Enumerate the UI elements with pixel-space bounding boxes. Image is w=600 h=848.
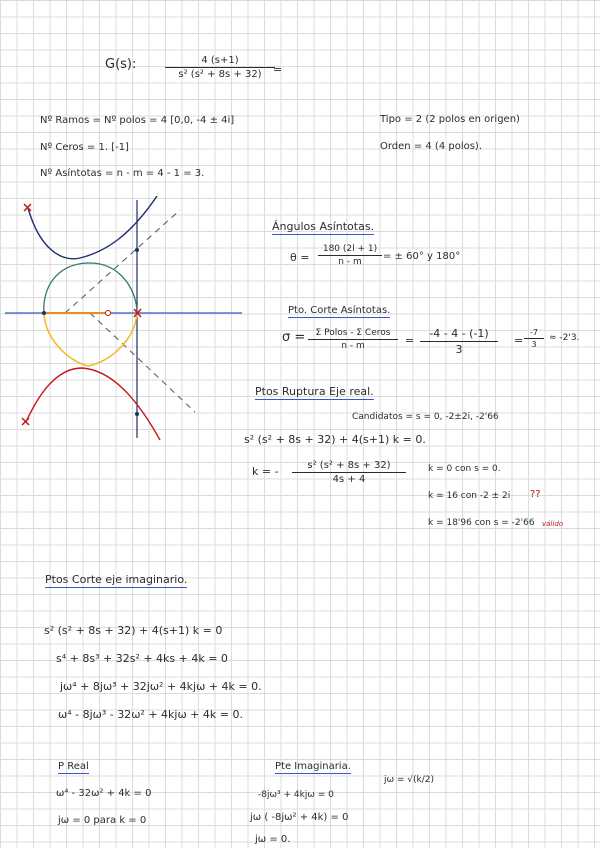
parte-imag-title: Pte Imaginaria. xyxy=(275,761,351,772)
parte-real-l1: ω⁴ - 32ω² + 4k = 0 xyxy=(56,788,152,799)
imag-cross-lower xyxy=(135,412,139,416)
sigma-den: n - m xyxy=(341,341,365,351)
sigma-num: Σ Polos - Σ Ceros xyxy=(308,328,398,340)
asymptote-lower xyxy=(90,313,195,412)
ruptura-equation: s² (s² + 8s + 32) + 4(s+1) k = 0. xyxy=(244,433,426,446)
sigma-eq: = xyxy=(405,334,415,347)
parte-imag-sqrt: jω = √(k/2) xyxy=(384,775,435,785)
sigma-fraction-3 xyxy=(524,328,544,349)
tf-numerator: 4 (s+1) xyxy=(165,55,275,68)
sigma-num3: -7 xyxy=(524,328,544,339)
k-fraction xyxy=(292,460,406,485)
sigma-den3: 3 xyxy=(531,340,537,349)
imag-cross-upper xyxy=(135,248,139,252)
parte-imag-l3: jω = 0. xyxy=(255,834,291,845)
corte-asintotas-title: Pto. Corte Asíntotas. xyxy=(288,305,391,316)
angulos-lhs: θ = xyxy=(290,251,310,264)
ramos-line: Nº Ramos = Nº polos = 4 [0,0, -4 ± 4i] xyxy=(40,115,235,126)
angulos-num: 180 (2l + 1) xyxy=(318,244,382,256)
parte-real-l2: jω = 0 para k = 0 xyxy=(58,815,147,826)
tf-eq: = xyxy=(273,63,283,76)
asintotas-line: Nº Asíntotas = n - m = 4 - 1 = 3. xyxy=(40,168,205,179)
sigma-lhs: σ = xyxy=(282,330,306,345)
sigma-den2: 3 xyxy=(455,343,463,356)
ruptura-r2-mark: ?? xyxy=(530,489,541,500)
sigma-num2: -4 - 4 - (-1) xyxy=(420,327,498,342)
endpoint-marker xyxy=(22,418,29,425)
angulos-fraction xyxy=(318,244,382,267)
zero-marker xyxy=(106,311,111,316)
ruptura-r3: k = 18'96 con s = -2'66 xyxy=(428,518,535,528)
ruptura-r3-mark: válido xyxy=(542,520,564,528)
imaginario-l2: s⁴ + 8s³ + 32s² + 4ks + 4k = 0 xyxy=(56,652,228,665)
tf-fraction xyxy=(165,55,275,80)
ruptura-title: Ptos Ruptura Eje real. xyxy=(255,385,374,398)
sigma-eq2: = xyxy=(514,334,524,347)
sigma-fraction-2 xyxy=(420,327,498,356)
tf-denominator: s² (s² + 8s + 32) xyxy=(178,69,262,80)
ruptura-candidatos: Candidatos = s = 0, -2±2i, -2'66 xyxy=(352,412,499,422)
k-den: 4s + 4 xyxy=(332,474,366,485)
breakaway-point xyxy=(42,311,46,315)
orden-line: Orden = 4 (4 polos). xyxy=(380,141,483,152)
parte-imag-l1: -8jω³ + 4kjω = 0 xyxy=(258,790,334,800)
angulos-result: = ± 60° y 180° xyxy=(383,251,461,262)
imaginario-l1: s² (s² + 8s + 32) + 4(s+1) k = 0 xyxy=(44,624,223,637)
k-num: s² (s² + 8s + 32) xyxy=(292,460,406,473)
parte-real-title: P Real xyxy=(58,761,89,772)
angulos-title: Ángulos Asíntotas. xyxy=(272,220,375,233)
branch-circle-lower xyxy=(44,313,137,366)
imaginario-l4: ω⁴ - 8jω³ - 32ω² + 4kjω + 4k = 0. xyxy=(58,708,243,721)
branch-circle-upper xyxy=(44,263,137,313)
sigma-fraction-1 xyxy=(308,328,398,351)
tipo-line: Tipo = 2 (2 polos en origen) xyxy=(380,114,520,125)
tf-lhs: G(s): xyxy=(105,57,137,72)
imaginario-l3: jω⁴ + 8jω³ + 32jω² + 4kjω + 4k = 0. xyxy=(60,680,262,693)
asymptote-upper xyxy=(65,210,180,313)
imaginario-title: Ptos Corte eje imaginario. xyxy=(45,573,188,586)
angulos-den: n - m xyxy=(338,257,362,267)
ceros-line: Nº Ceros = 1. [-1] xyxy=(40,142,129,153)
sigma-approx: ≈ -2'3. xyxy=(549,333,580,343)
ruptura-r2: k = 16 con -2 ± 2i xyxy=(428,491,511,501)
k-lhs: k = - xyxy=(252,465,279,478)
ruptura-r1: k = 0 con s = 0. xyxy=(428,464,501,474)
branch-lower xyxy=(26,368,160,440)
endpoint-marker xyxy=(24,204,31,211)
parte-imag-l2: jω ( -8jω² + 4k) = 0 xyxy=(250,812,349,823)
